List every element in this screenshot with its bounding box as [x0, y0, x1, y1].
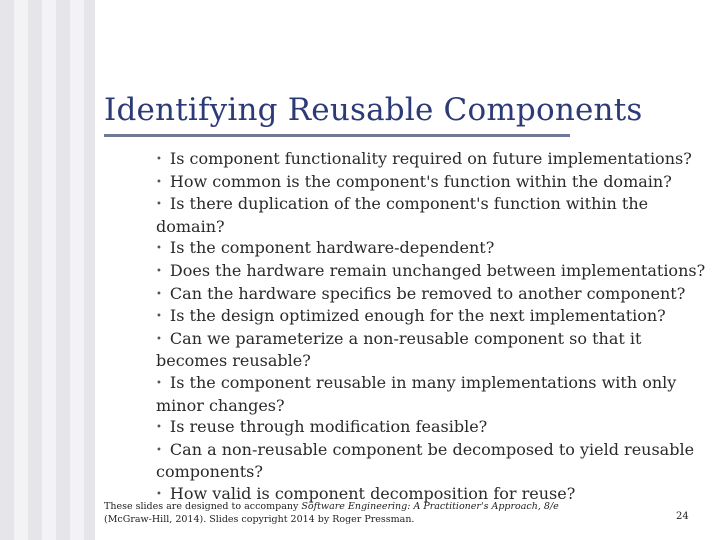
footer-book-title: Software Engineering: A Practitioner's Approach, 8/e [301, 501, 559, 512]
bullet-item [156, 305, 716, 328]
bullet-text: Is there duplication of the component's function within the domain? [156, 194, 649, 236]
bullet-text: How common is the component's function within the domain? [169, 171, 672, 191]
bullet-icon: • [156, 488, 162, 500]
footer-suffix: (McGraw-Hill, 2014). Slides copyright 2014 by Roger Pressman. [104, 514, 415, 525]
bullet-text: Is component functionality required on future implementations? [169, 149, 692, 168]
bullet-item [156, 372, 716, 416]
bullet-item [156, 171, 716, 194]
bullet-item [156, 283, 716, 306]
bullet-item [156, 193, 716, 237]
bullet-text: Can we parameterize a non-reusable component so that it becomes reusable? [156, 328, 642, 371]
bullet-icon: • [156, 288, 162, 300]
page-number: 24 [676, 511, 689, 522]
bullet-icon: • [156, 199, 162, 211]
bullet-text: Can the hardware specifics be removed to another component? [169, 283, 686, 303]
bullet-icon: • [156, 311, 162, 323]
bullet-text: How valid is component decomposition for reuse? [169, 483, 576, 503]
bullet-item [156, 260, 716, 283]
slide-title: Identifying Reusable Components [104, 92, 643, 128]
bullet-icon: • [156, 422, 162, 434]
bullet-item [156, 416, 716, 439]
title-underline [104, 134, 570, 137]
bullet-icon: • [156, 333, 162, 345]
bullet-text: Is the component hardware-dependent? [169, 238, 495, 258]
bullet-text: Is reuse through modification feasible? [169, 417, 488, 437]
copyright-footer [104, 500, 564, 526]
bullet-icon: • [156, 243, 162, 255]
bullet-item [156, 237, 716, 260]
bullet-icon: • [156, 176, 162, 188]
bullet-text: Is the component reusable in many implementations with only minor changes? [156, 372, 677, 415]
bullet-item [156, 148, 716, 171]
bullet-text: Is the design optimized enough for the next implementation? [169, 306, 666, 326]
bullet-icon: • [156, 377, 162, 389]
bullet-item [156, 439, 716, 483]
bullet-icon: • [156, 154, 162, 165]
footer-prefix: These slides are designed to accompany [104, 501, 302, 512]
bullet-icon: • [156, 265, 162, 277]
bullet-icon: • [156, 444, 162, 456]
bullet-text: Can a non-reusable component be decomposed to yield reusable components? [156, 439, 695, 482]
bullet-list [156, 148, 716, 506]
bullet-text: Does the hardware remain unchanged between implementations? [169, 260, 706, 280]
bullet-item [156, 328, 716, 372]
